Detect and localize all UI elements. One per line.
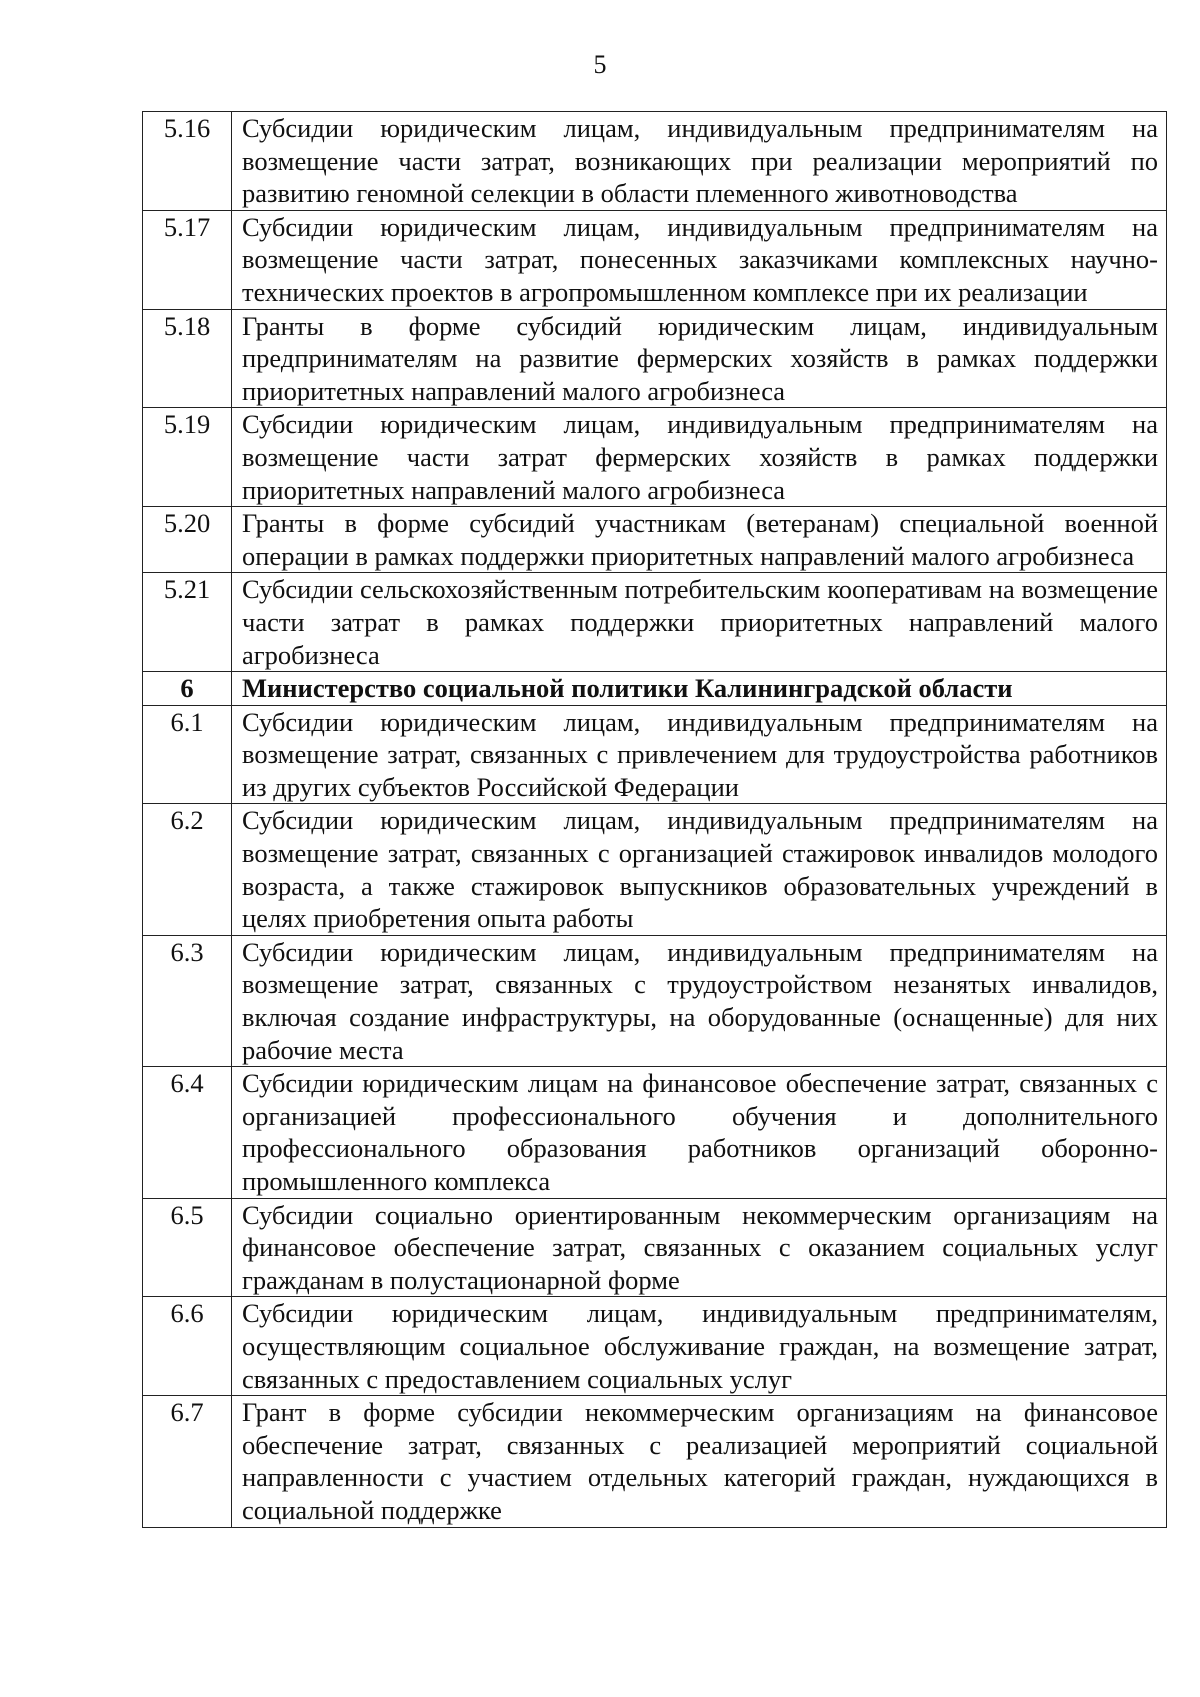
- row-number: 6.7: [143, 1396, 232, 1527]
- table-row: [143, 408, 1167, 507]
- row-number: 5.18: [143, 309, 232, 408]
- row-number: 6.2: [143, 804, 232, 935]
- row-text: Субсидии сельскохозяйственным потребительским кооперативам на возмещение части затрат в рамках поддержки приоритетных направлений малого агробизнеса: [232, 573, 1167, 672]
- row-text: Субсидии юридическим лицам, индивидуальным предпринимателям на возмещение затрат, связанных с привлечением для трудоустройства работников из других субъектов Российской Федерации: [232, 705, 1167, 804]
- row-text: Субсидии юридическим лицам, индивидуальным предпринимателям на возмещение затрат, связанных с трудоустройством незанятых инвалидов, включая создание инфраструктуры, на оборудованные (оснащенные) для них рабочие места: [232, 935, 1167, 1066]
- row-text: Субсидии юридическим лицам, индивидуальным предпринимателям, осуществляющим социальное обслуживание граждан, на возмещение затрат, связанных с предоставлением социальных услуг: [232, 1297, 1167, 1396]
- table-row: [143, 1297, 1167, 1396]
- table-row: [143, 112, 1167, 211]
- table-row: [143, 210, 1167, 309]
- row-text: Субсидии юридическим лицам, индивидуальным предпринимателям на возмещение части затрат фермерских хозяйств в рамках поддержки приоритетных направлений малого агробизнеса: [232, 408, 1167, 507]
- table-row: [143, 573, 1167, 672]
- row-text: Гранты в форме субсидий участникам (ветеранам) специальной военной операции в рамках поддержки приоритетных направлений малого агробизнеса: [232, 507, 1167, 573]
- row-text: Субсидии юридическим лицам, индивидуальным предпринимателям на возмещение части затрат, возникающих при реализации мероприятий по развитию геномной селекции в области племенного животноводства: [232, 112, 1167, 211]
- section-title: Министерство социальной политики Калининградской области: [232, 672, 1167, 706]
- row-number: 6.6: [143, 1297, 232, 1396]
- table-row: [143, 1198, 1167, 1297]
- page-number: 5: [593, 50, 607, 79]
- subsidies-table: [142, 111, 1167, 1528]
- row-number: 5.20: [143, 507, 232, 573]
- row-text: Субсидии юридическим лицам, индивидуальным предпринимателям на возмещение затрат, связанных с организацией стажировок инвалидов молодого возраста, а также стажировок выпускников образовательных учреждений в целях приобретения опыта работы: [232, 804, 1167, 935]
- row-text: Гранты в форме субсидий юридическим лицам, индивидуальным предпринимателям на развитие фермерских хозяйств в рамках поддержки приоритетных направлений малого агробизнеса: [232, 309, 1167, 408]
- section-header-row: [143, 672, 1167, 706]
- row-number: 6.3: [143, 935, 232, 1066]
- table-row: [143, 935, 1167, 1066]
- row-number: 6.1: [143, 705, 232, 804]
- row-text: Субсидии юридическим лицам, индивидуальным предпринимателям на возмещение части затрат, понесенных заказчиками комплексных научно-технических проектов в агропромышленном комплексе при их реализации: [232, 210, 1167, 309]
- table-row: [143, 1396, 1167, 1527]
- row-text: Субсидии юридическим лицам на финансовое обеспечение затрат, связанных с организацией профессионального обучения и дополнительного профессионального образования работников организаций оборонно-промышленного комплекса: [232, 1067, 1167, 1198]
- row-text: Субсидии социально ориентированным некоммерческим организациям на финансовое обеспечение затрат, связанных с оказанием социальных услуг гражданам в полустационарной форме: [232, 1198, 1167, 1297]
- table-row: [143, 804, 1167, 935]
- row-number: 5.21: [143, 573, 232, 672]
- row-number: 5.19: [143, 408, 232, 507]
- table-row: [143, 309, 1167, 408]
- row-number: 6.4: [143, 1067, 232, 1198]
- section-number: 6: [143, 672, 232, 706]
- row-number: 5.17: [143, 210, 232, 309]
- table-row: [143, 705, 1167, 804]
- table-row: [143, 1067, 1167, 1198]
- row-text: Грант в форме субсидии некоммерческим организациям на финансовое обеспечение затрат, связанных с реализацией мероприятий социальной направленности с участием отдельных категорий граждан, нуждающихся в социальной поддержке: [232, 1396, 1167, 1527]
- table-row: [143, 507, 1167, 573]
- row-number: 5.16: [143, 112, 232, 211]
- row-number: 6.5: [143, 1198, 232, 1297]
